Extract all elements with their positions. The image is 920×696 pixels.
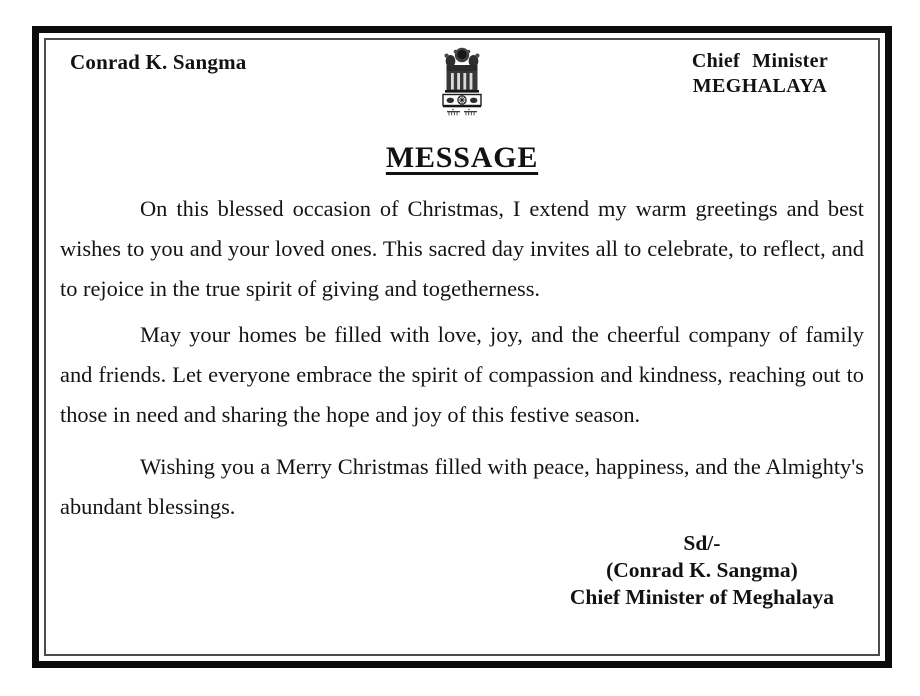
message-heading: [46, 142, 878, 174]
india-state-emblem-icon: [438, 43, 486, 123]
sender-name: Conrad K. Sangma: [70, 50, 247, 74]
message-body: [60, 189, 864, 527]
signature-designation: Chief Minister of Meghalaya: [569, 585, 834, 609]
office-block: [692, 49, 828, 99]
signature-block: [570, 530, 834, 611]
message-heading-text: MESSAGE: [385, 141, 539, 174]
office-title: Chief Minister: [691, 50, 828, 72]
message-paragraph-3: Wishing you a Merry Christmas filled with peace, happiness, and the Almighty's abundant blessings.: [60, 454, 864, 519]
signature-sd: Sd/-: [683, 531, 721, 555]
document-outer-border: [32, 26, 892, 668]
message-content: [46, 189, 878, 611]
message-paragraph-2: May your homes be filled with love, joy, and the cheerful company of family and friends. Let everyone embrace the spirit of compassion and kindness, reaching out to those in need and sharing the hope and joy of this festive season.: [60, 322, 864, 427]
signature-name: (Conrad K. Sangma): [606, 558, 798, 582]
document-inner-border: [44, 38, 880, 656]
state-name: MEGHALAYA: [692, 75, 828, 97]
letterhead: [46, 40, 878, 128]
message-paragraph-1: On this blessed occasion of Christmas, I extend my warm greetings and best wishes to you and your loved ones. This sacred day invites all to celebrate, to reflect, and to rejoice in the true spirit of giving and togetherness.: [60, 196, 864, 301]
